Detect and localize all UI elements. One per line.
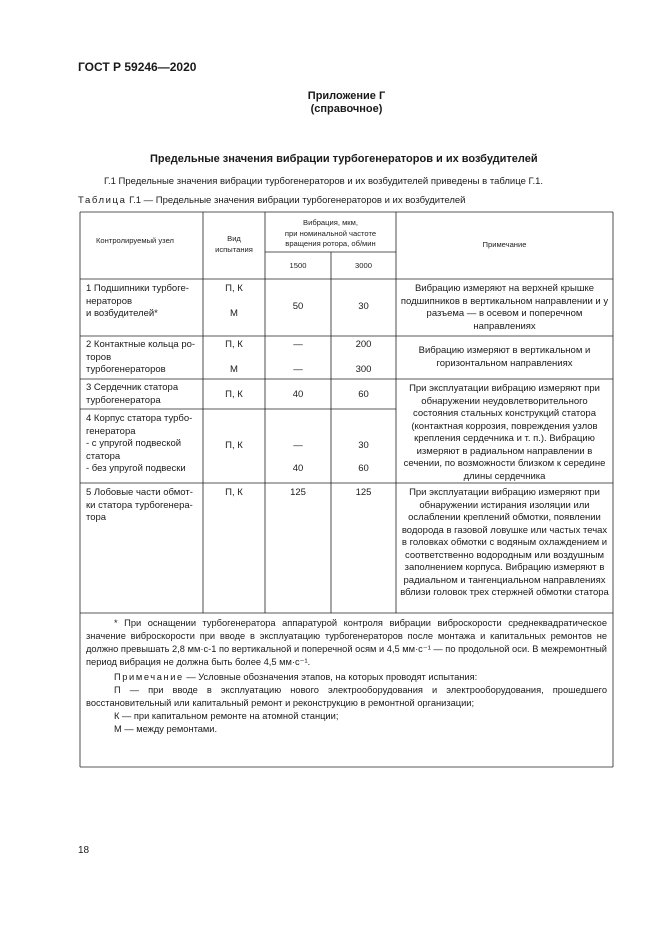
- unit-line: - с упругой подвеской: [86, 438, 182, 449]
- table-row-note: Вибрацию измеряют на верхней крышке подшипников в вертикальном направлении и у разъема — в осевом и поперечном направлениях: [400, 283, 609, 332]
- table-row-3000: 60: [358, 463, 369, 474]
- page-number: 18: [78, 845, 90, 856]
- table-caption-label: Таблица: [78, 195, 127, 206]
- table-footnote: * При оснащении турбогенератора аппаратурой контроля вибрации виброскорости среднеквадратическое значение виброскорости при вводе в эксплуатацию турбогенераторов после монтажа и капитальных ремонтов не должно превышать 2,8 мм·с-1 по вертикальной и поперечной осям и 4,5 мм·с⁻¹ — по продольной оси. В межремонтный период вибрация не должна быть более 4,5 мм·с⁻¹.: [86, 618, 607, 667]
- table-row-test: М: [230, 364, 238, 375]
- column-header-3000: 3000: [355, 261, 372, 270]
- column-header-vibration-line: при номинальной частоте: [284, 228, 377, 238]
- table-row-3000: 125: [355, 487, 372, 498]
- column-header-1500: 1500: [289, 261, 307, 270]
- unit-line: 5 Лобовые части обмот-: [86, 487, 193, 498]
- table-row-test: П, К: [225, 339, 243, 350]
- unit-line: турбогенераторов: [86, 364, 166, 375]
- table-row-note: При эксплуатации вибрацию измеряют при обнаружении истирания изоляции или ослаблении креплений обмотки, появлении водорода в газовой ловушке или частых течах в головках обмотки с водяным охлаждением и соответственно водородным или воздушным заполнением корпуса. Вибрацию измеряют в радиальном и тангенциальном направлениях вблизи головок трех стержней обмотки статора: [400, 487, 609, 598]
- unit-line: ки статора турбогенера-: [86, 499, 193, 511]
- unit-line: 4 Корпус статора турбо-: [86, 413, 193, 424]
- table-row-1500: 125: [290, 487, 306, 498]
- table-row-test: М: [230, 308, 238, 319]
- table-row-test: П, К: [225, 487, 243, 498]
- intro-paragraph: Г.1 Предельные значения вибрации турбогенераторов и их возбудителей приведены в таблице Г.1.: [104, 176, 544, 187]
- unit-line: торов: [86, 351, 112, 363]
- column-header-test-type-line: испытания: [215, 244, 253, 254]
- table-row-note: Вибрацию измеряют в вертикальном и горизонтальном направлениях: [418, 345, 591, 369]
- column-header-note: Примечание: [482, 240, 527, 249]
- table-row-unit: [86, 382, 200, 407]
- unit-line: статора: [86, 450, 121, 462]
- legend-item: К — при капитальном ремонте на атомной станции;: [114, 711, 339, 721]
- table-row-1500: —: [293, 364, 303, 375]
- legend-intro: [86, 671, 607, 684]
- table-row-test: П, К: [225, 283, 243, 294]
- unit-line: нераторов: [86, 295, 133, 307]
- unit-line: генератора: [86, 425, 136, 437]
- table-row-1500: 50: [292, 301, 304, 312]
- table-caption: [78, 195, 465, 206]
- table-legend: [86, 671, 607, 736]
- column-header-vibration: [265, 218, 396, 250]
- column-header-test-type: [203, 234, 265, 255]
- table-row-3000: 60: [358, 389, 369, 400]
- legend-item: П — при вводе в эксплуатацию нового электрооборудования и электрооборудования, прошедшего восстановительный или капитальный ремонт и реконструкцию в ремонтной организации;: [86, 685, 607, 708]
- unit-line: 2 Контактные кольца ро-: [86, 339, 196, 350]
- legend-intro-text: — Условные обозначения этапов, на которых проводят испытания:: [183, 672, 478, 682]
- legend-item: М — между ремонтами.: [114, 724, 218, 734]
- unit-line: турбогенератора: [86, 394, 161, 406]
- table-row-unit: [86, 283, 200, 321]
- table-row-note: При эксплуатации вибрацию измеряют при обнаружении неудовлетворительного состояния стальных конструкций статора (контактная коррозия, повреждения узлов крепления сердечника и т. п.). Вибрацию измеряют в радиальном направлении в сечении, по возможности близком к середине длины сердечника: [403, 383, 606, 482]
- table-row-3000: 30: [358, 440, 369, 451]
- unit-line: и возбудителей*: [86, 308, 158, 319]
- unit-line: 1 Подшипники турбоге-: [86, 283, 189, 294]
- unit-line: 3 Сердечник статора: [86, 382, 179, 393]
- annex-title: [0, 90, 661, 116]
- document-code: ГОСТ Р 59246—2020: [78, 60, 197, 74]
- table-caption-text: Г.1 — Предельные значения вибрации турбогенераторов и их возбудителей: [126, 195, 466, 206]
- table-row-test: П, К: [225, 440, 243, 451]
- unit-line: тора: [86, 512, 107, 523]
- table-row-1500: —: [293, 339, 303, 350]
- table-row-test: П, К: [225, 389, 243, 400]
- table-row-3000: 300: [355, 364, 372, 375]
- table-row-1500: 40: [292, 389, 304, 400]
- column-header-vibration-line: Вибрация, мкм,: [303, 218, 358, 227]
- section-heading: Предельные значения вибрации турбогенераторов и их возбудителей: [150, 153, 538, 165]
- annex-subtitle: (справочное): [310, 103, 383, 115]
- legend-label: Примечание: [114, 672, 184, 682]
- column-header-unit: Контролируемый узел: [96, 236, 174, 245]
- table-row-unit: [86, 339, 200, 377]
- table-row-unit: [86, 413, 200, 476]
- table-row-3000: 200: [355, 339, 372, 350]
- column-header-test-type-line: Вид: [227, 234, 241, 243]
- table-row-unit: [86, 487, 200, 525]
- table-row-1500: —: [293, 440, 303, 451]
- column-header-vibration-line: вращения ротора, об/мин: [285, 239, 376, 248]
- unit-line: - без упругой подвески: [86, 463, 186, 474]
- table-row-1500: 40: [292, 463, 304, 474]
- annex-label: Приложение Г: [307, 90, 386, 102]
- table-row-3000: 30: [358, 301, 369, 312]
